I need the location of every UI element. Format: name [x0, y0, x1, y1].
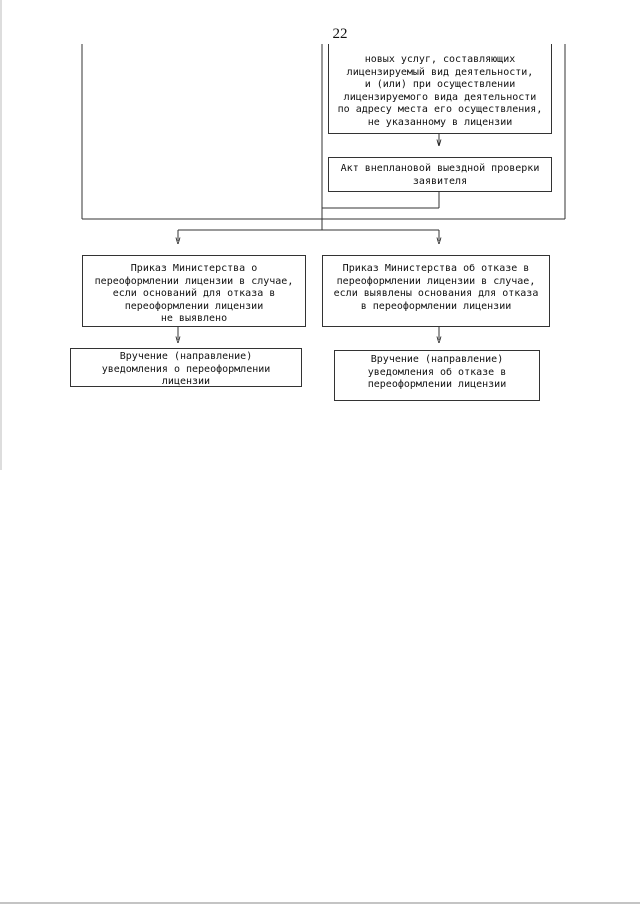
notice-reissue-box: Вручение (направление) уведомления о переоформлении лицензии — [70, 348, 302, 387]
arrow-to-inspection: V — [436, 139, 442, 149]
order-refusal-box: Приказ Министерства об отказе в переоформлении лицензии в случае, если выявлены основания для отказа в переоформлении лицензии — [322, 255, 550, 327]
order-reissue-box: Приказ Министерства о переоформлении лицензии в случае, если оснований для отказа в переоформлении лицензии не выявлено — [82, 255, 306, 327]
arrow-to-order-reissue: V — [175, 237, 181, 247]
arrow-to-notice-reissue: V — [175, 336, 181, 346]
page-number: 22 — [332, 26, 348, 42]
top-continuation-box: новых услуг, составляющих лицензируемый вид деятельности, и (или) при осуществлении лицензируемого вида деятельности по адресу места его осуществления, не указанному в лицензии — [328, 44, 552, 134]
arrow-to-order-refusal: V — [436, 237, 442, 247]
notice-refusal-box: Вручение (направление) уведомления об отказе в переоформлении лицензии — [334, 350, 540, 401]
inspection-act-box: Акт внеплановой выездной проверки заявителя — [328, 157, 552, 192]
arrow-to-notice-refusal: V — [436, 336, 442, 346]
